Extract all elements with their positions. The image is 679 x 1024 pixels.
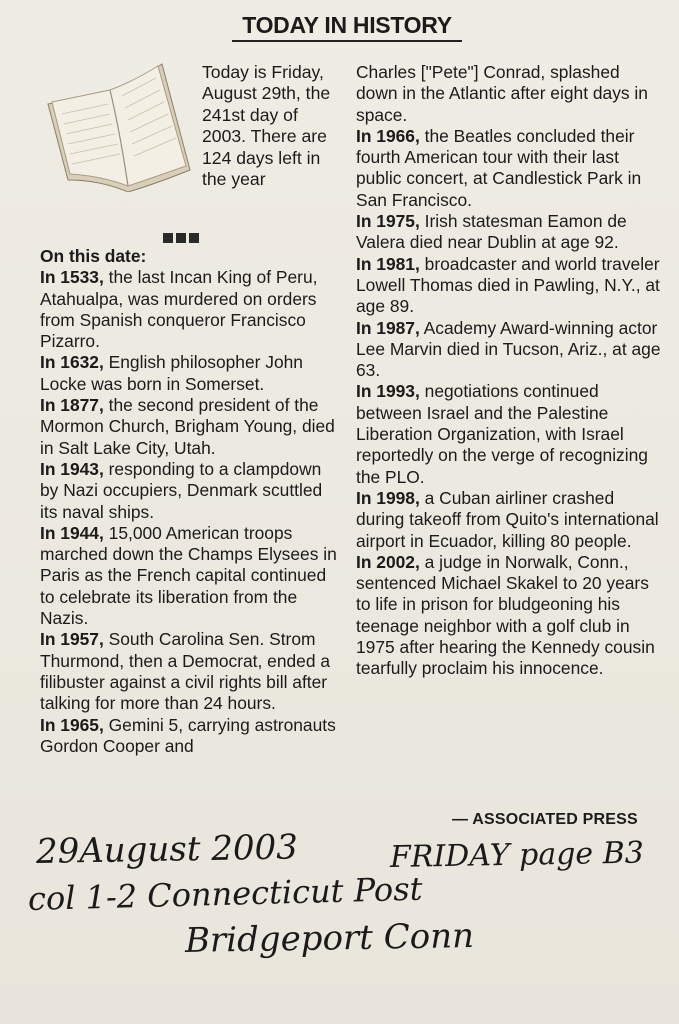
history-entry [356,488,661,552]
entry-text: Academy Award-winning actor Lee Marvin died in Tucson, Ariz., at age 63. [356,317,661,381]
entry-text: Gemini 5, carrying astronauts Gordon Cooper and [40,714,336,756]
history-entry [356,381,661,487]
handwritten-location: Bridgeport Conn [184,915,475,961]
history-entry [356,318,661,382]
entry-year: In 1987, [356,317,420,338]
history-entry [356,126,661,211]
right-column [356,62,661,680]
entry-continuation: Charles ["Pete"] Conrad, splashed down in the Atlantic after eight days in space. [356,62,648,125]
entry-text: Irish statesman Eamon de Valera died near Dublin at age 92. [356,211,627,253]
entry-text: South Carolina Sen. Strom Thurmond, then a Democrat, ended a filibuster against a civil rights bill after talking for more than 24 hours. [40,629,331,714]
entry-text: a Cuban airliner crashed during takeoff from Quito's international airport in Ecuador, killing 80 people. [356,487,659,551]
entry-year: In 1975, [356,211,420,232]
history-entry [40,395,340,459]
handwritten-page: FRIDAY page B3 [389,835,645,875]
entry-year: In 1632, [40,352,104,373]
entry-text: English philosopher John Locke was born in Somerset. [40,352,303,394]
entry-text: responding to a clampdown by Nazi occupiers, Denmark scuttled its naval ships. [40,458,323,522]
handwritten-source: col 1-2 Connecticut Post [27,869,423,918]
entry-text: a judge in Norwalk, Conn., sentenced Michael Skakel to 20 years to life in prison for bludgeoning his teenage neighbor with a golf club in 1975 after hearing the Kennedy cousin tearfully proclaim his innocence. [356,551,655,679]
history-entry [40,352,340,395]
history-entry [40,629,340,714]
entry-year: In 1998, [356,487,420,508]
on-this-date-heading: On this date: [40,246,147,266]
history-entry [40,459,340,523]
history-entry [40,267,340,352]
entry-year: In 1966, [356,125,420,146]
entry-text: 15,000 American troops marched down the Champs Elysees in Paris as the French capital continued to celebrate its liberation from the Nazis. [40,522,337,629]
entry-year: In 1944, [40,522,104,543]
history-entry [356,254,661,318]
history-entry [356,552,661,680]
entry-year: In 1533, [40,267,104,288]
page-title: TODAY IN HISTORY [232,11,462,42]
entry-year: In 1877, [40,395,104,416]
entry-text: the Beatles concluded their fourth American tour with their last public concert, at Candlestick Park in San Francisco. [356,125,642,210]
entry-text: the last Incan King of Peru, Atahualpa, was murdered on orders from Spanish conqueror Francisco Pizarro. [40,267,318,352]
history-entry [40,715,340,758]
entry-text: negotiations continued between Israel and the Palestine Liberation Organization, with Israel reportedly on the verge of recognizing the PLO. [356,381,648,487]
credit-line: — ASSOCIATED PRESS [452,811,638,828]
left-column [40,246,340,757]
intro-text: Today is Friday, August 29th, the 241st day of 2003. There are 124 days left in the year [202,62,331,190]
entry-year: In 1981, [356,253,420,274]
entry-year: In 1993, [356,381,420,402]
entry-year: In 1957, [40,629,104,650]
history-entry [40,523,340,629]
entry-text: broadcaster and world traveler Lowell Thomas died in Pawling, N.Y., at age 89. [356,253,660,317]
entry-year: In 1943, [40,458,104,479]
entry-year: In 2002, [356,551,420,572]
entry-year: In 1965, [40,714,104,735]
entry-text: the second president of the Mormon Church, Brigham Young, died in Salt Lake City, Utah. [40,395,335,458]
history-entry [356,211,661,254]
open-book-icon [40,52,200,192]
handwritten-date: 29August 2003 [35,827,299,872]
